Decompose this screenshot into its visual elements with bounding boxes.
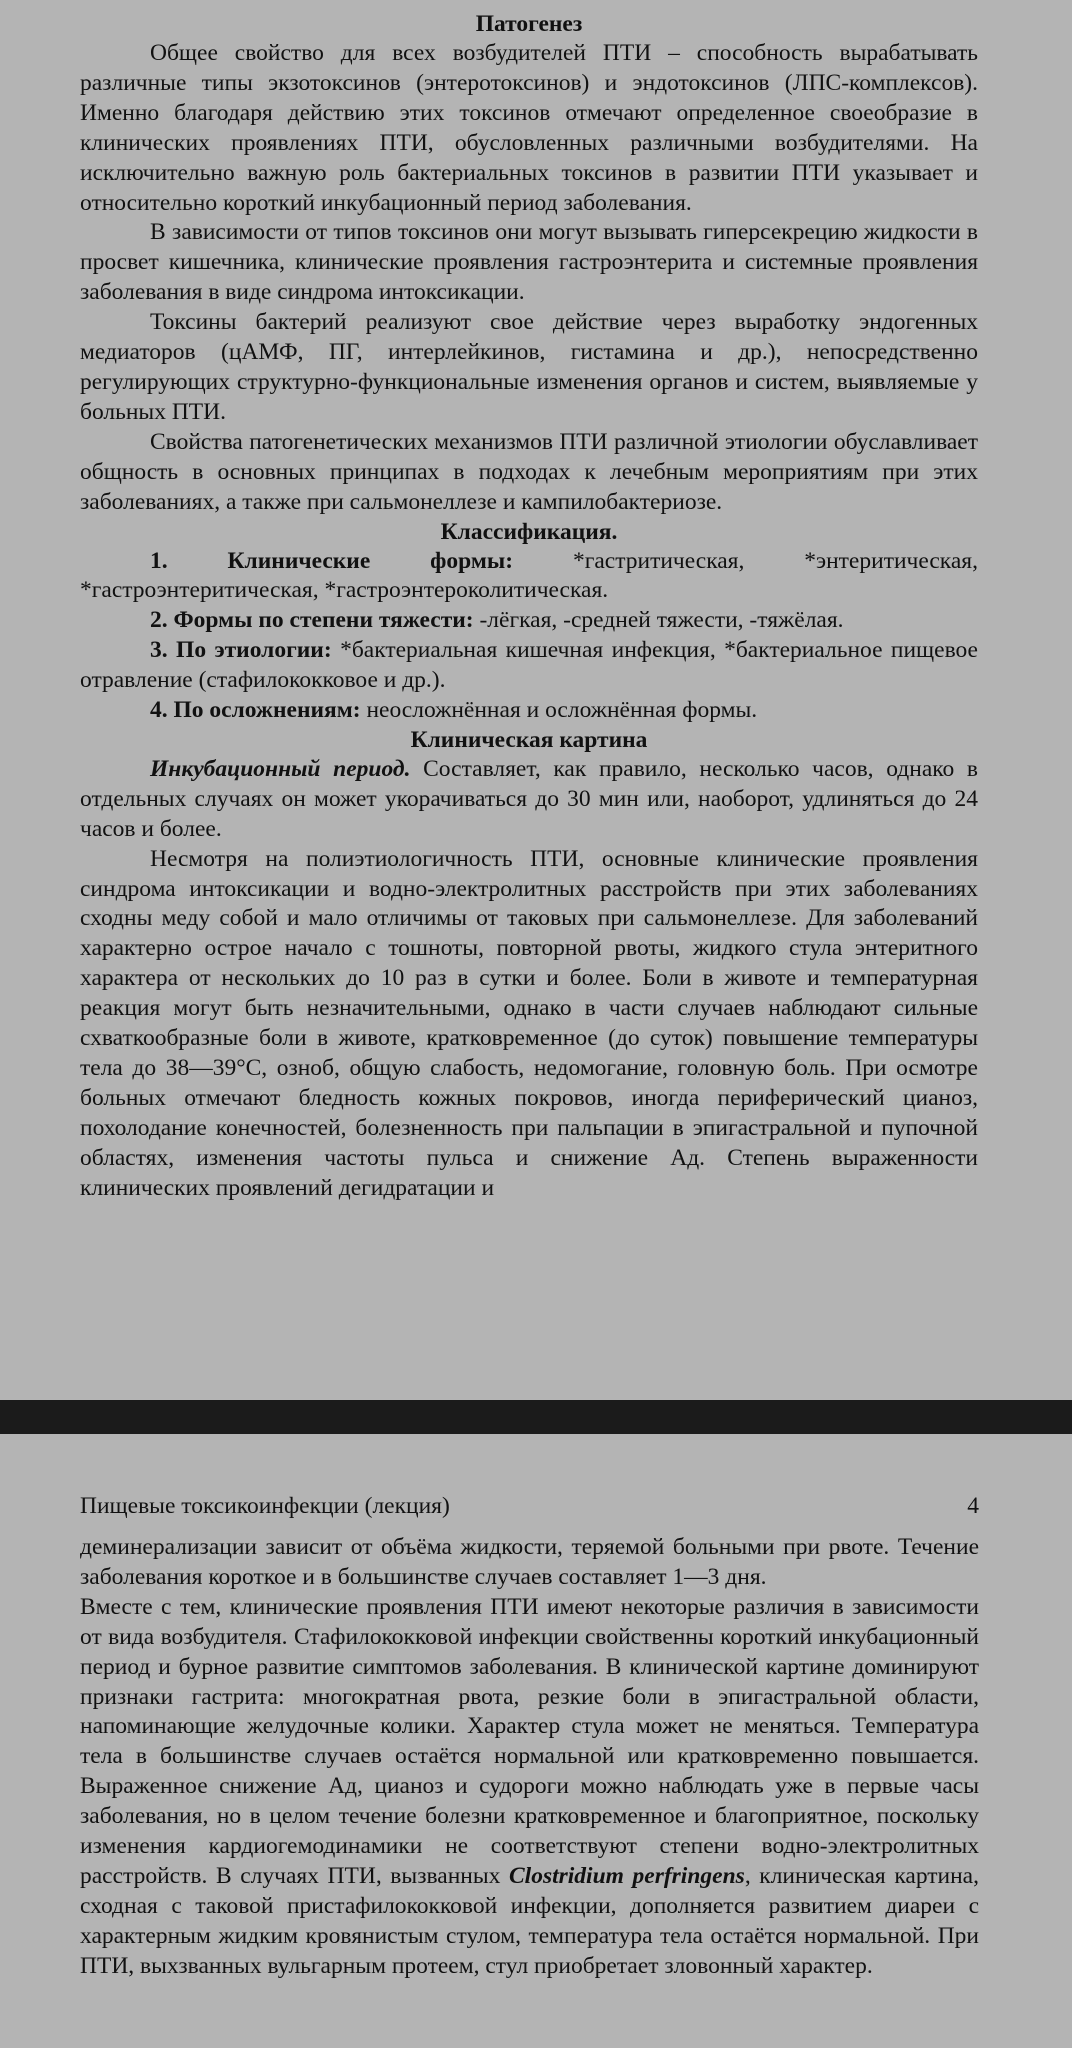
variation-text-before: Вместе с тем, клинические проявления ПТИ имеют некоторые различия в зависимости от вида возбудителя. Стафилококковой инфекции свойственны короткий инкубационный период и бурное развитие симптомов заболевания. В клинической картине доминируют признаки гастрита: многократная рвота, резкие боли в эпигастральной области, напоминающие желудочные колики. Характер стула может не меняться. Температура тела в большинстве случаев остаётся нормальной или кратковременно повышается. Выраженное снижение Ад, цианоз и судороги можно наблюдать уже в первые часы заболевания, но в целом течение болезни кратковременное и благоприятное, поскольку изменения кардиогемодинамики не соответствуют степени водно-электролитных расстройств. В случаях ПТИ, вызванных [80, 1593, 979, 1889]
pathogenesis-paragraph: Общее свойство для всех возбудителей ПТИ – способность вырабатывать различные типы экзотоксинов (энтеротоксинов) и эндотоксинов (ЛПС-комплексов). Именно благодаря действию этих токсинов отмечают определенное своеобразие в клинических проявлениях ПТИ, обусловленных различными возбудителями. На исключительно важную роль бактериальных токсинов в развитии ПТИ указывает и относительно короткий инкубационный период заболевания. [80, 40, 978, 216]
classification-heading: Классификация. [440, 518, 618, 545]
variation-text-after: , клиническая картина, сходная с таковой пристафилококковой инфекции, дополняется развитием диареи с характерным жидким кровянистым стулом, температура тела остаётся нормальной. При ПТИ, выхзванных вульгарным протеем, стул приобретает зловонный характер. [80, 1862, 979, 1979]
classification-label: 4. По осложнениям: [150, 697, 361, 724]
classification-text: неосложнённая и осложнённая формы. [360, 697, 758, 724]
variation-paragraph [80, 1593, 979, 1982]
classification-text: *бактериальная кишечная инфекция, *бактериальное пищевое отравление (стафилококковое и др.). [80, 637, 978, 694]
pathogenesis-heading: Патогенез [475, 11, 583, 37]
page-separator [0, 1400, 1072, 1434]
classification-item [80, 696, 978, 726]
pathogenesis-paragraph: Свойства патогенетических механизмов ПТИ различной этиологии обуславливает общность в основных принципах в подходах к лечебным мероприятиям при этих заболеваниях, а также при сальмонеллезе и кампилобактериозе. [80, 428, 978, 515]
running-title: Пищевые токсикоинфекции (лекция) [80, 1493, 450, 1519]
classification-text: *гастритическая, *энтеритическая, *гастроэнтеритическая, *гастроэнтероколитическая. [80, 547, 978, 604]
classification-label: 3. По этиологии: [150, 637, 332, 664]
document-page-2 [0, 1434, 1072, 2048]
incubation-paragraph [80, 755, 978, 845]
pathogenesis-paragraph: Токсины бактерий реализуют свое действие через выработку эндогенных медиаторов (цАМФ, ПГ, интерлейкинов, гистамина и др.), непосредственно регулирующих структурно-функциональные изменения органов и систем, выявляемые у больных ПТИ. [80, 309, 978, 425]
classification-item [80, 636, 978, 696]
pathogenesis-paragraph: В зависимости от типов токсинов они могут вызывать гиперсекрецию жидкости в просвет кишечника, клинические проявления гастроэнтерита и системные проявления заболевания в виде синдрома интоксикации. [80, 219, 978, 306]
clinical-heading: Клиническая картина [410, 726, 648, 753]
incubation-label: Инкубационный период. [150, 755, 411, 782]
classification-text: -лёгкая, -средней тяжести, -тяжёлая. [473, 607, 844, 634]
classification-item [80, 547, 978, 607]
continuation-paragraph: деминерализации зависит от объёма жидкости, теряемой больными при рвоте. Течение заболевания короткое и в большинстве случаев составляет 1—3 дня. [80, 1534, 979, 1590]
running-header [80, 1492, 979, 1521]
incubation-text: Составляет, как правило, несколько часов, однако в отдельных случаях он может укорачиваться до 30 мин или, наоборот, удлиняться до 24 часов и более. [80, 755, 979, 842]
page-number: 4 [967, 1493, 979, 1519]
classification-item [80, 606, 978, 636]
classification-label: 2. Формы по степени тяжести: [150, 607, 474, 634]
classification-label: 1. Клинические формы: [150, 547, 514, 574]
clinical-paragraph: Несмотря на полиэтиологичность ПТИ, основные клинические проявления синдрома интоксикации и водно-электролитных расстройств при этих заболеваниях сходны меду собой и мало отличимы от таковых при сальмонеллезе. Для заболеваний характерно острое начало с тошноты, повторной рвоты, жидкого стула энтеритного характера от нескольких до 10 раз в сутки и более. Боли в животе и температурная реакция могут быть незначительными, однако в части случаев наблюдают сильные схваткообразные боли в животе, кратковременное (до суток) повышение температуры тела до 38—39°С, озноб, общую слабость, недомогание, головную боль. При осмотре больных отмечают бледность кожных покровов, иногда периферический цианоз, похолодание конечностей, болезненность при пальпации в эпигастральной и пупочной областях, изменения частоты пульса и снижение Ад. Степень выраженности клинических проявлений дегидратации и [80, 845, 978, 1201]
species-name: Clostridium perfringens [508, 1862, 745, 1889]
